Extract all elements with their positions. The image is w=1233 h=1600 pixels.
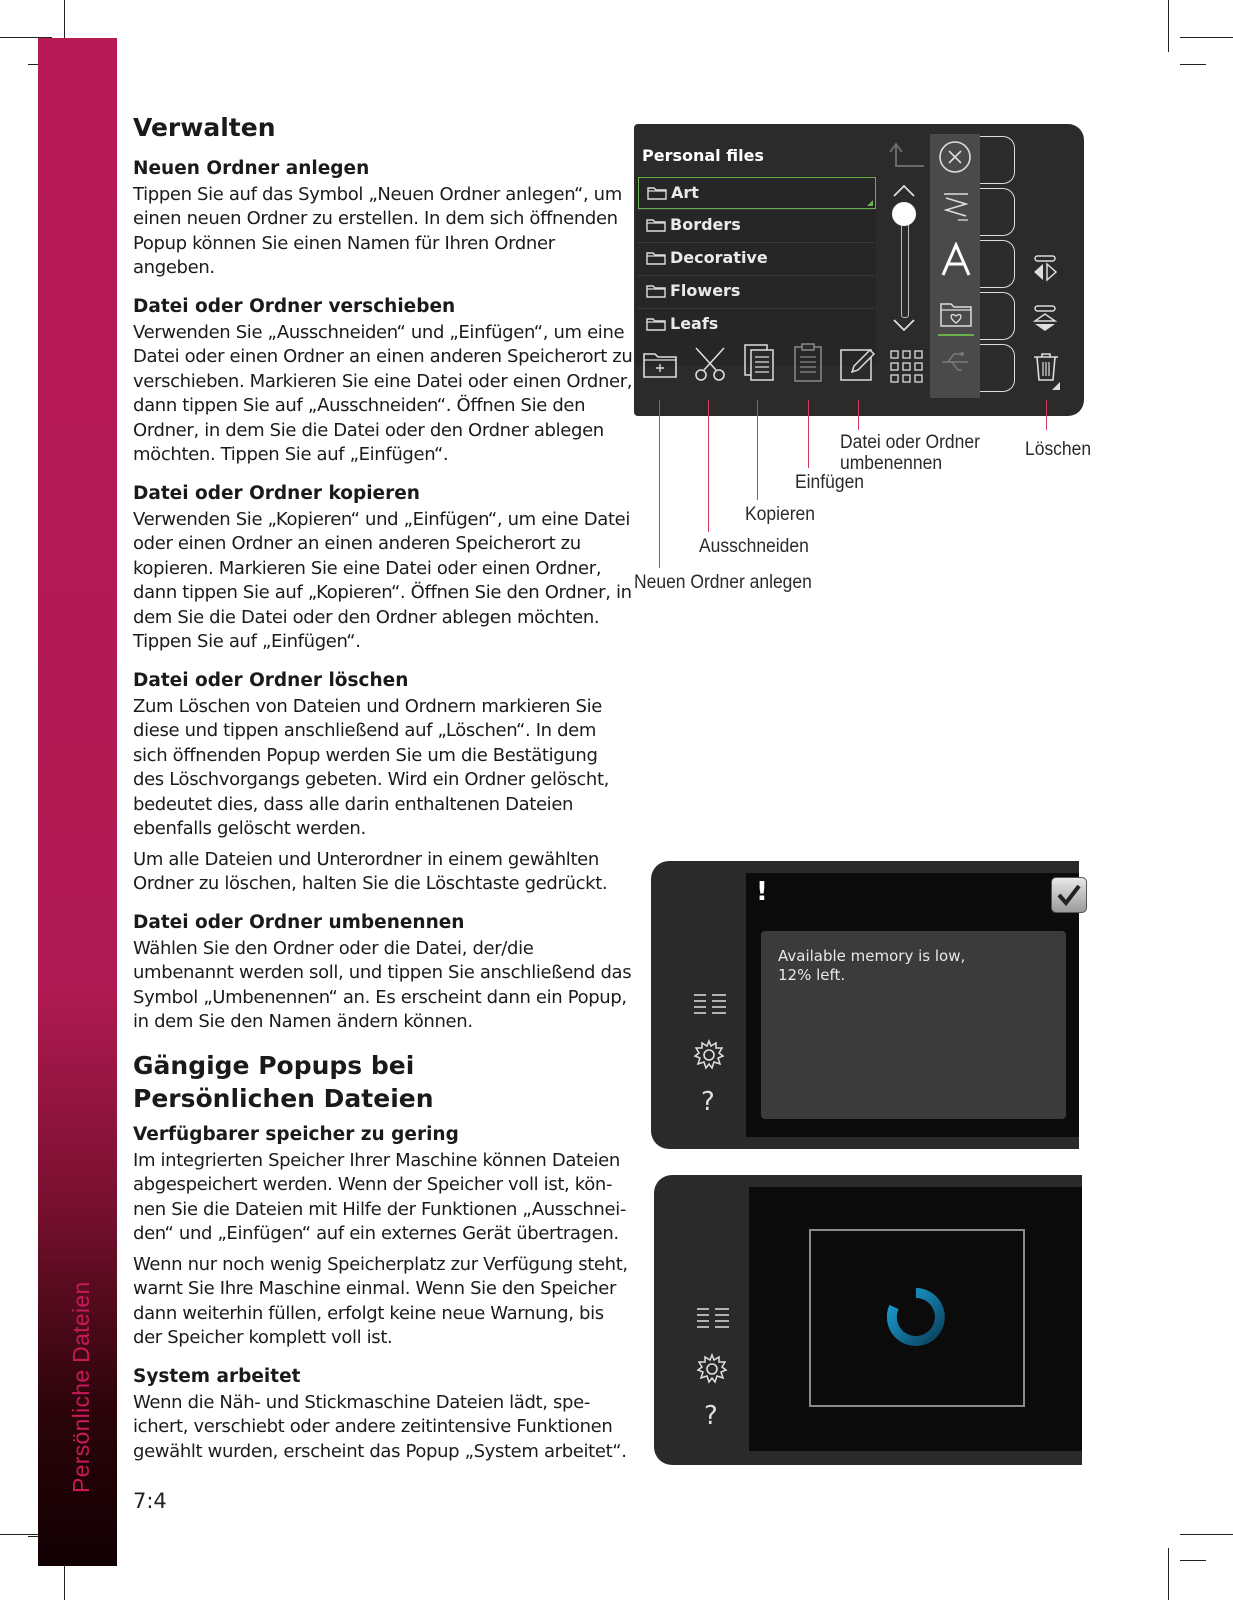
list-item-folder-flowers[interactable] [638, 276, 874, 306]
section-title: Datei oder Ordner verschieben [133, 295, 456, 317]
rename-icon[interactable] [838, 344, 878, 384]
folder-icon [646, 284, 666, 298]
corner-marker-icon [1052, 382, 1060, 390]
callout-umbenennen-line1: Datei oder Ordner [840, 432, 980, 453]
list-item-folder-decorative[interactable] [638, 243, 874, 273]
section-paragraph: Wenn die Näh- und Stickmaschine Dateien lädt, speichert, verschiebt oder andere zeitintensive Funktionen gewählt wurden, erscheint das Popup „System arbeitet“. [133, 1391, 627, 1462]
callout-kopieren: Kopieren [745, 504, 815, 525]
corner-marker-icon [867, 200, 873, 206]
popup-system-busy-screenshot [654, 1175, 1082, 1465]
file-manager-title: Personal files [642, 146, 764, 165]
section-title: Datei oder Ordner umbenennen [133, 911, 465, 933]
folder-label: Art [671, 183, 699, 202]
scrollbar-thumb[interactable] [892, 202, 916, 226]
copy-icon[interactable] [742, 342, 778, 384]
trash-icon[interactable] [1032, 352, 1060, 382]
help-icon[interactable]: ? [704, 1401, 718, 1431]
page-number: 7:4 [133, 1489, 167, 1513]
folder-icon [646, 251, 666, 265]
folder-list [636, 176, 876, 366]
section-title: Datei oder Ordner löschen [133, 669, 409, 691]
heading-popups-line2: Persönlichen Dateien [133, 1083, 434, 1113]
section-paragraph: Wenn nur noch wenig Speicherplatz zur Verfügung steht, warnt Sie Ihre Maschine einmal. Wenn Sie den Speicher dann weiterhin füllen, erfolgt keine neue Warnung, bis der Speicher komplett voll ist. [133, 1253, 628, 1349]
section-paragraph: Um alle Dateien und Unterordner in einem gewählten Ordner zu löschen, halten Sie die Löschtaste gedrückt. [133, 848, 608, 895]
crop-mark [1168, 0, 1169, 52]
crop-mark [1168, 1548, 1169, 1600]
mirror-vertical-icon[interactable] [1030, 304, 1060, 334]
side-tab[interactable] [980, 188, 1015, 236]
callout-neuen-ordner: Neuen Ordner anlegen [634, 572, 812, 593]
section-paragraph: Tippen Sie auf das Symbol „Neuen Ordner anlegen“, um einen neuen Ordner zu erstellen. In dem sich öffnenden Popup können Sie einen Namen für Ihren Ordner angeben. [133, 183, 622, 279]
callout-loeschen: Löschen [1025, 439, 1092, 460]
section-paragraph: Verwenden Sie „Ausschneiden“ und „Einfügen“, um eine Datei oder einen Ordner an einen anderen Speicherort zu verschieben. Markieren Sie eine Datei oder einen Ordner, dann tippen Sie auf „Ausschneiden“. Öffnen Sie den Ordner, in dem Sie die Datei oder den Ordner ablegen möchten. Tippen Sie auf „Einfügen“. [133, 321, 633, 466]
crop-mark [1180, 1560, 1206, 1561]
settings-gear-icon[interactable] [693, 1039, 725, 1071]
heading-verwalten: Verwalten [133, 113, 276, 142]
busy-box [809, 1229, 1025, 1407]
folder-icon [646, 218, 666, 232]
section-paragraph: Wählen Sie den Ordner oder die Datei, der/die umbenannt werden soll, und tippen Sie anschließend das Symbol „Umbenennen“ an. Es erscheint dann ein Popup, in dem Sie den Namen ändern können. [133, 937, 632, 1033]
side-tab[interactable] [980, 344, 1015, 392]
settings-gear-icon[interactable] [696, 1353, 728, 1385]
crop-mark [1180, 37, 1233, 38]
main-text-column [133, 112, 633, 1478]
leader-line [858, 400, 859, 430]
help-icon[interactable]: ? [701, 1087, 715, 1117]
crop-mark [1180, 64, 1206, 65]
confirm-checkbox[interactable] [1051, 877, 1087, 913]
heading-popups-line1: Gängige Popups bei [133, 1050, 415, 1080]
close-icon[interactable] [938, 140, 972, 174]
grid-view-icon[interactable] [890, 350, 924, 384]
folder-icon [647, 186, 667, 200]
popup-message-box [761, 931, 1066, 1119]
section-paragraph: Im integrierten Speicher Ihrer Maschine können Dateien abgespeichert werden. Wenn der Speicher voll ist, können Sie die Dateien mit Hilfe der Funktionen „Ausschneiden“ und „Einfügen“ auf ein externes Gerät übertragen. [133, 1149, 627, 1245]
file-manager-screenshot [634, 124, 1084, 416]
list-item-folder-leafs[interactable] [638, 309, 874, 339]
side-tab[interactable] [980, 292, 1015, 340]
section-title: Neuen Ordner anlegen [133, 157, 370, 179]
callout-umbenennen-line2: umbenennen [840, 453, 943, 474]
personal-folder-icon[interactable] [938, 296, 974, 332]
folder-label: Flowers [670, 281, 741, 300]
menu-list-icon[interactable] [693, 993, 727, 1015]
section-paragraph: Verwenden Sie „Kopieren“ und „Einfügen“, um eine Datei oder einen Ordner an einen anderen Speicherort zu kopieren. Markieren Sie eine Datei oder einen Ordner, dann tippen Sie auf „Kopieren“. Öffnen Sie den Ordner, in dem Sie die Datei oder den Ordner ablegen möchten. Tippen Sie auf „Einfügen“. [133, 508, 632, 653]
side-tab[interactable] [980, 136, 1015, 184]
scroll-up-icon[interactable] [892, 184, 916, 198]
chapter-label: Persönliche Dateien [68, 1281, 94, 1493]
folder-label: Leafs [670, 314, 719, 333]
popup-message [778, 947, 965, 985]
popup-screen [749, 1187, 1082, 1451]
leader-line [708, 400, 709, 532]
list-item-folder-art[interactable] [638, 177, 876, 209]
folder-label: Borders [670, 215, 741, 234]
folder-icon [646, 317, 666, 331]
crop-mark [1180, 1534, 1233, 1535]
paste-icon[interactable] [790, 342, 826, 384]
menu-list-icon[interactable] [696, 1307, 730, 1329]
section-title: System arbeitet [133, 1365, 301, 1387]
section-title: Verfügbarer speicher zu gering [133, 1123, 459, 1145]
font-icon[interactable] [940, 242, 972, 278]
callout-einfuegen: Einfügen [795, 472, 865, 493]
mirror-horizontal-icon[interactable] [1030, 254, 1060, 284]
checkmark-icon [1052, 878, 1086, 912]
section-title: Datei oder Ordner kopieren [133, 482, 420, 504]
heading-popups [133, 1049, 633, 1115]
scissors-icon[interactable] [690, 344, 730, 384]
popup-message-line1: Available memory is low, [778, 947, 966, 965]
usb-icon[interactable] [938, 348, 974, 376]
popup-message-line2: 12% left. [778, 966, 846, 984]
section-paragraph: Zum Löschen von Dateien und Ordnern markieren Sie diese und tippen anschließend auf „Löschen“. In dem sich öffnenden Popup werden Sie um die Bestätigung des Löschvorgangs gebeten. Wird ein Ordner gelöscht, bedeutet dies, dass alle darin enthaltenen Dateien ebenfalls gelöscht werden. [133, 695, 610, 840]
leader-line [808, 400, 809, 468]
stitch-files-icon[interactable] [942, 190, 970, 226]
popup-screen [746, 873, 1079, 1137]
leader-line [1046, 400, 1047, 430]
new-folder-icon[interactable] [642, 348, 678, 380]
side-tab[interactable] [980, 240, 1015, 288]
folder-label: Decorative [670, 248, 768, 267]
active-source-indicator [938, 334, 974, 336]
leader-line [659, 400, 660, 568]
list-item-folder-borders[interactable] [638, 210, 874, 240]
leader-line [757, 400, 758, 500]
popup-memory-low-screenshot [651, 861, 1079, 1149]
alert-symbol: ! [756, 877, 768, 907]
callout-ausschneiden: Ausschneiden [699, 536, 809, 557]
loading-spinner-icon [887, 1288, 945, 1346]
scroll-down-icon[interactable] [892, 318, 916, 332]
folder-up-icon[interactable] [886, 140, 926, 174]
